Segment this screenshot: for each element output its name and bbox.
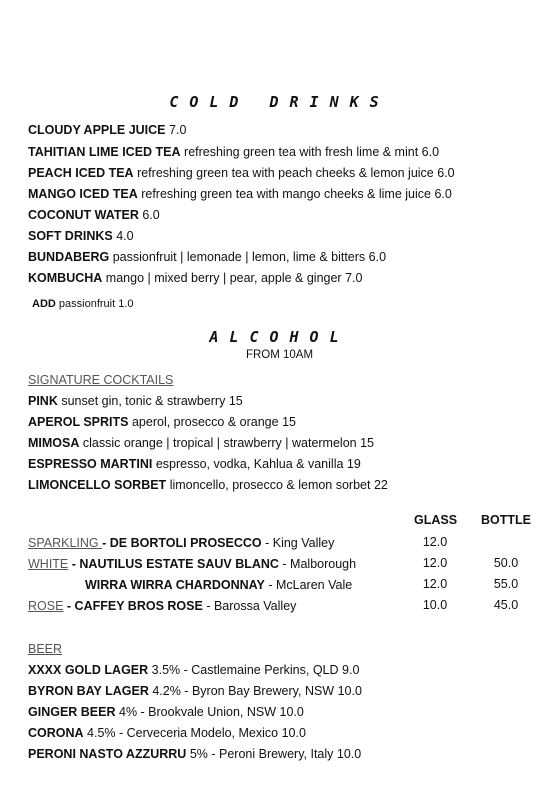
menu-item: CLOUDY APPLE JUICE 7.0 [28,123,187,137]
menu-item: BUNDABERG passionfruit | lemonade | lemon, lime & bitters 6.0 [28,250,387,264]
menu-item: APEROL SPRITS aperol, prosecco & orange 15 [28,415,296,429]
menu-item: LIMONCELLO SORBET limoncello, prosecco & lemon sorbet 22 [28,478,388,492]
bottle-price: 55.0 [493,577,519,591]
menu-item: PERONI NASTO AZZURRU 5% - Peroni Brewery, Italy 10.0 [28,747,362,761]
glass-column-header: GLASS [414,513,458,527]
menu-item: PINK sunset gin, tonic & strawberry 15 [28,394,243,408]
menu-item: MIMOSA classic orange | tropical | strawberry | watermelon 15 [28,436,374,450]
menu-item: SOFT DRINKS 4.0 [28,229,134,243]
wine-row: SPARKLING - DE BORTOLI PROSECCO - King Valley [28,536,335,550]
menu-item: XXXX GOLD LAGER 3.5% - Castlemaine Perkins, QLD 9.0 [28,663,360,677]
wine-row: ROSE - CAFFEY BROS ROSE - Barossa Valley [28,599,297,613]
menu-item: GINGER BEER 4% - Brookvale Union, NSW 10.0 [28,705,304,719]
glass-price: 10.0 [422,598,448,612]
menu-item: TAHITIAN LIME ICED TEA refreshing green tea with fresh lime & mint 6.0 [28,145,440,159]
bottle-price: 45.0 [493,598,519,612]
beer-section-header: BEER [28,642,63,656]
cold-drinks-heading: COLD DRINKS [169,93,390,111]
add-on-note: ADD passionfruit 1.0 [32,298,134,310]
glass-price: 12.0 [422,577,448,591]
menu-item: PEACH ICED TEA refreshing green tea with peach cheeks & lemon juice 6.0 [28,166,455,180]
alcohol-subtitle: FROM 10AM [245,349,314,361]
menu-item: ESPRESSO MARTINI espresso, vodka, Kahlua & vanilla 19 [28,457,361,471]
bottle-column-header: BOTTLE [481,513,531,527]
wine-row: WHITE - NAUTILUS ESTATE SAUV BLANC - Malborough [28,557,357,571]
glass-price: 12.0 [422,535,448,549]
bottle-price: 50.0 [493,556,519,570]
glass-price: 12.0 [422,556,448,570]
menu-item: KOMBUCHA mango | mixed berry | pear, apple & ginger 7.0 [28,271,363,285]
menu-item: CORONA 4.5% - Cerveceria Modelo, Mexico 10.0 [28,726,306,740]
menu-item: BYRON BAY LAGER 4.2% - Byron Bay Brewery, NSW 10.0 [28,684,362,698]
menu-item: COCONUT WATER 6.0 [28,208,160,222]
cocktails-section-header: SIGNATURE COCKTAILS [28,373,174,387]
alcohol-heading: ALCOHOL [209,328,350,346]
wine-row: WIRRA WIRRA CHARDONNAY - McLaren Vale [85,578,353,592]
menu-item: MANGO ICED TEA refreshing green tea with mango cheeks & lime juice 6.0 [28,187,452,201]
